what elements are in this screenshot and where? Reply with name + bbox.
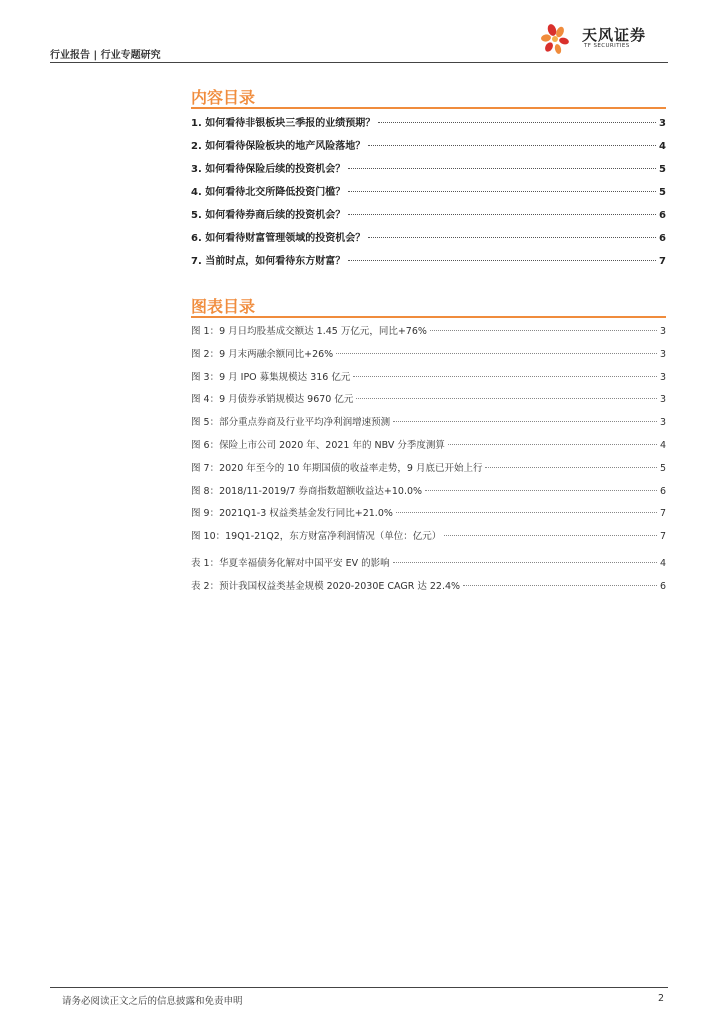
toc-entry-text: 5. 如何看待券商后续的投资机会？: [191, 210, 346, 221]
figure-entry-page: 7: [659, 531, 666, 543]
figure-entry[interactable]: [191, 460, 666, 474]
table-entry-text: 表 1：华夏幸福债务化解对中国平安 EV 的影响: [191, 558, 390, 569]
figure-entry-page: 3: [659, 417, 666, 429]
toc-entry-page: 3: [659, 118, 666, 129]
table-entry-page: 4: [659, 558, 666, 569]
dot-leader: [393, 562, 657, 563]
figure-entry[interactable]: [191, 369, 666, 383]
dot-leader: [368, 145, 656, 146]
toc-entry-page: 7: [659, 256, 666, 267]
figure-entry-text: 图 1：9 月日均股基成交额达 1.45 万亿元，同比+76%: [191, 326, 427, 337]
figures-title: 图表目录: [191, 297, 256, 316]
figure-entry-page: 6: [659, 485, 666, 497]
figure-entry-page: 5: [659, 462, 666, 474]
figure-entry-page: 7: [659, 508, 666, 520]
table-entry-text: 表 2：预计我国权益类基金规模 2020-2030E CAGR 达 22.4%: [191, 580, 461, 592]
dot-leader: [430, 330, 657, 331]
logo-chinese-name: 天风证券: [582, 26, 647, 44]
toc-entry-text: 2. 如何看待保险板块的地产风险落地？: [191, 141, 366, 152]
dot-leader: [444, 535, 657, 536]
flower-icon: [538, 22, 578, 58]
figure-entry-page: 3: [659, 371, 666, 383]
figure-entry-text: 图 9：2021Q1-3 权益类基金发行同比+21.0%: [191, 508, 393, 520]
toc-entry[interactable]: [191, 206, 666, 220]
figure-entry[interactable]: [191, 505, 666, 519]
toc-entry[interactable]: [191, 183, 666, 197]
figure-entry-text: 图 3：9 月 IPO 募集规模达 316 亿元: [191, 371, 351, 383]
toc-entry-text: 6. 如何看待财富管理领域的投资机会？: [191, 233, 366, 244]
figure-entry-page: 3: [659, 348, 666, 360]
figure-entry-text: 图 2：9 月末两融余额同比+26%: [191, 348, 334, 360]
dot-leader: [463, 585, 657, 586]
header-divider: [50, 62, 668, 63]
dot-leader: [425, 490, 657, 491]
figure-entry[interactable]: [191, 323, 666, 337]
toc-entry[interactable]: [191, 160, 666, 174]
dot-leader: [368, 237, 656, 238]
toc-entry[interactable]: [191, 137, 666, 151]
toc-entry[interactable]: [191, 114, 666, 128]
figure-entry[interactable]: [191, 391, 666, 405]
dot-leader: [378, 122, 656, 123]
toc-title-rule: [191, 107, 666, 109]
page-header: [50, 28, 668, 62]
dot-leader: [448, 444, 657, 445]
dot-leader: [485, 467, 657, 468]
tf-securities-logo: [538, 22, 668, 58]
dot-leader: [396, 512, 657, 513]
figure-entry-text: 图 8：2018/11-2019/7 券商指数超额收益达+10.0%: [191, 485, 423, 497]
figure-entry[interactable]: [191, 437, 666, 451]
toc-title: 内容目录: [191, 88, 256, 107]
footer-disclaimer: 请务必阅读正文之后的信息披露和免责申明: [62, 996, 243, 1007]
dot-leader: [356, 398, 657, 399]
figure-entry[interactable]: [191, 483, 666, 497]
figure-entry-page: 3: [659, 326, 666, 337]
logo-english-name: TF SECURITIES: [584, 43, 630, 49]
page-number: 2: [657, 993, 664, 1004]
toc-entry-page: 5: [659, 187, 666, 198]
dot-leader: [348, 191, 656, 192]
figures-title-rule: [191, 316, 666, 318]
figure-entry-text: 图 5：部分重点券商及行业平均净利润增速预测: [191, 417, 391, 429]
figure-entry-text: 图 10：19Q1-21Q2，东方财富净利润情况（单位：亿元）: [191, 531, 442, 543]
toc-entry-text: 7. 当前时点，如何看待东方财富？: [191, 256, 346, 267]
dot-leader: [336, 353, 657, 354]
figure-entry[interactable]: [191, 528, 666, 542]
figure-entry-text: 图 4：9 月债券承销规模达 9670 亿元: [191, 394, 354, 406]
dot-leader: [353, 376, 657, 377]
table-entry[interactable]: [191, 578, 666, 592]
toc-entry[interactable]: [191, 229, 666, 243]
toc-entry-page: 6: [659, 210, 666, 221]
report-category: 行业报告 | 行业专题研究: [50, 50, 161, 61]
figure-entry-page: 4: [659, 440, 666, 451]
toc-entry-page: 5: [659, 164, 666, 175]
toc-entry-text: 4. 如何看待北交所降低投资门槛？: [191, 187, 346, 198]
toc-entry-text: 1. 如何看待非银板块三季报的业绩预期？: [191, 118, 376, 129]
figure-entry-text: 图 6：保险上市公司 2020 年、2021 年的 NBV 分季度测算: [191, 440, 445, 451]
figure-entry[interactable]: [191, 346, 666, 360]
figure-entry-text: 图 7：2020 年至今的 10 年期国债的收益率走势，9 月底已开始上行: [191, 462, 483, 474]
dot-leader: [348, 260, 656, 261]
dot-leader: [393, 421, 657, 422]
dot-leader: [348, 214, 656, 215]
toc-entry-page: 4: [659, 141, 666, 152]
figure-entry-page: 3: [659, 394, 666, 406]
dot-leader: [348, 168, 656, 169]
table-entry-page: 6: [659, 580, 666, 592]
toc-entry-text: 3. 如何看待保险后续的投资机会？: [191, 164, 346, 175]
table-entry[interactable]: [191, 555, 666, 569]
toc-entry-page: 6: [659, 233, 666, 244]
toc-entry[interactable]: [191, 252, 666, 266]
figure-entry[interactable]: [191, 414, 666, 428]
footer-divider: [50, 987, 668, 988]
